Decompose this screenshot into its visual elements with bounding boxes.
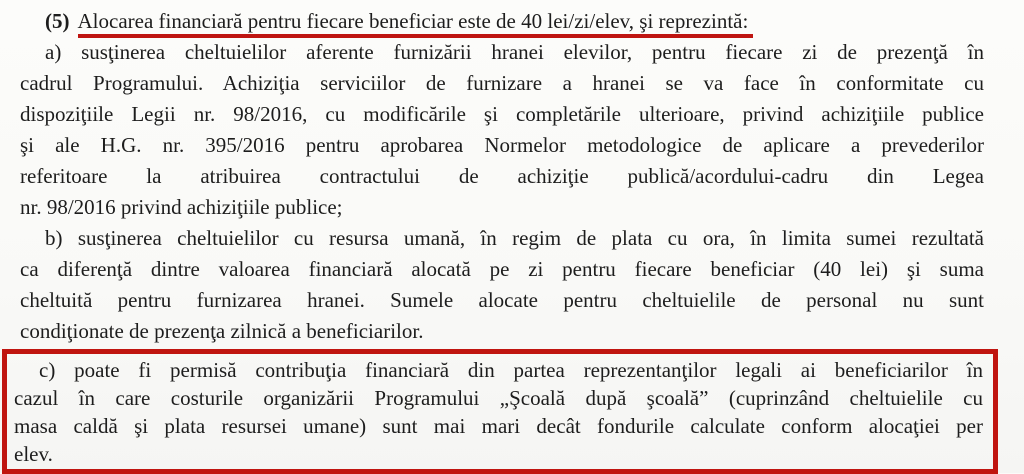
text-line: condiţionate de prezenţa zilnică a beneficiarilor. — [20, 319, 424, 343]
heading-line — [20, 6, 984, 37]
text-line: elev. — [14, 442, 53, 466]
text-line: nr. 98/2016 privind achiziţiile publice; — [20, 195, 343, 219]
text-line: masa caldă şi plata resursei umane) sunt mai mari decât fondurile calculate conform alocaţiei per — [14, 414, 983, 438]
heading-underlined-text: Alocarea financiară pentru fiecare beneficiar este de 40 lei/zi/elev, şi reprezintă: — [78, 9, 754, 38]
text-line: şi ale H.G. nr. 395/2016 pentru aprobarea Normelor metodologice de aplicare a prevederilor — [20, 133, 984, 157]
clause-number: (5) — [45, 9, 70, 33]
text-line: dispoziţiile Legii nr. 98/2016, cu modificările şi completările ulterioare, privind achiziţiile publice — [20, 102, 984, 126]
text-line: c) poate fi permisă contribuţia financiară din partea reprezentanţilor legali ai beneficiarilor în — [39, 358, 983, 382]
highlight-box — [2, 349, 998, 474]
text-line: cadrul Programului. Achiziţia serviciilor de furnizare a hranei se va face în conformitate cu — [20, 71, 984, 95]
text-line: cazul în care costurile organizării Programului „Şcoală după şcoală” (cuprinzând cheltuielile cu — [14, 386, 983, 410]
text-line: referitoare la atribuirea contractului de achiziţie publică/acordului-cadru din Legea — [20, 164, 984, 188]
text-line: b) susţinerea cheltuielilor cu resursa umană, în regim de plata cu ora, în limita sumei rezultată — [45, 226, 984, 250]
text-line: cheltuită pentru furnizarea hranei. Sumele alocate pentru cheltuielile de personal nu sunt — [20, 288, 984, 312]
text-line: a) susţinerea cheltuielilor aferente furnizării hranei elevilor, pentru fiecare zi de prezenţă în — [45, 40, 984, 64]
text-line: ca diferenţă dintre valoarea financiară alocată pe zi pentru fiecare beneficiar (40 lei) şi suma — [20, 257, 984, 281]
